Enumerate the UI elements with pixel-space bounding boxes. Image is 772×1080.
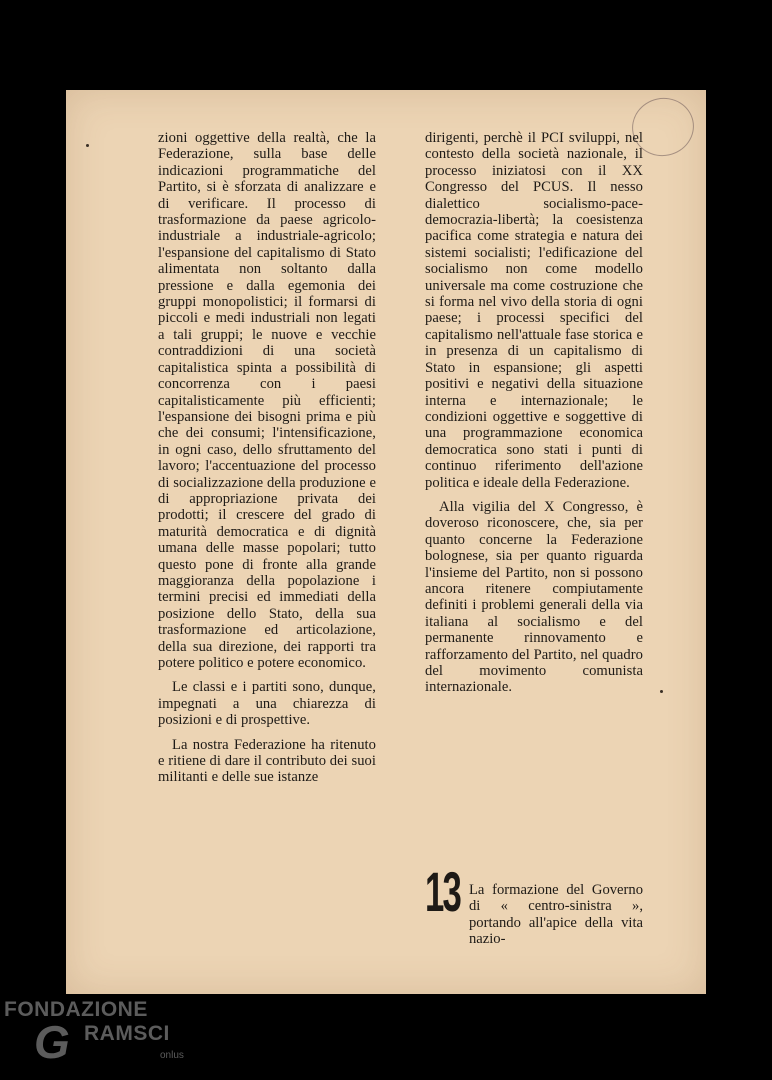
section-number: 13 [425,860,460,923]
section-13-paragraph: La formazione del Governo di « centro-sinistra », portando all'apice della vita nazio- [469,882,643,948]
paragraph-2: Le classi e i partiti sono, dunque, impegnati a una chiarezza di posizioni e di prospettive. [158,679,376,729]
fondazione-gramsci-logo [4,998,204,1080]
paragraph-4: dirigenti, perchè il PCI sviluppi, nel contesto della società nazionale, il processo iniziatosi con il XX Congresso del PCUS. Il nesso dialettico socialismo-pace-democrazia-libertà; la coesistenza pacifica come strategia e natura dei sistemi socialisti; l'edificazione del socialismo non come modello universale ma come costruzione che si forma nel vivo della storia di ogni paese; i processi specifici del capitalismo nell'attuale fase storica e in presenza di un capitalismo di Stato in espansione; gli aspetti positivi e negativi della situazione interna e internazionale; le condizioni oggettive e soggettive di una programmazione economica democratica sono stati i punti di continuo riferimento dell'azione politica e ideale della Federazione. [425,130,643,491]
logo-g-icon [32,1018,78,1064]
right-column [425,130,643,696]
paragraph-5: Alla vigilia del X Congresso, è doveroso riconoscere, che, sia per quanto concerne la Federazione bolognese, sia per quanto riguarda l'insieme del Partito, non si possono ancora ritenere compiutamente definiti i problemi generali della via italiana al socialismo e del permanente rinnovamento e rafforzamento del Partito, nel quadro del movimento comunista internazionale. [425,498,643,696]
logo-g-letter: G [34,1018,70,1064]
speck [86,144,89,147]
logo-line-2: RAMSCI [84,1022,170,1045]
speck [660,690,663,693]
logo-onlus: onlus [160,1050,184,1061]
left-column [158,130,376,786]
paragraph-1: zioni oggettive della realtà, che la Federazione, sulla base delle indicazioni programmatiche del Partito, si è sforzata di analizzare e di verificare. Il processo di trasformazione da paese agricolo-industriale a industriale-agricolo; l'espansione del capitalismo di Stato alimentata non soltanto dalla pressione e dalla egemonia dei gruppi monopolistici; il formarsi di piccoli e medi industriali non legati a tali gruppi; le nuove e vecchie contraddizioni di una società capitalistica spinta a possibilità di concorrenza con i paesi capitalisticamente più efficienti; l'espansione dei bisogni prima e più che dei consumi; l'intensificazione, in ogni caso, dello sfruttamento del lavoro; l'accentuazione del processo di socializzazione della produzione e di appropriazione privata dei prodotti; il crescere del grado di maturità democratica e di dignità umana delle masse popolari; tutto questo pone di fronte alla grande maggioranza della popolazione i termini precisi ed immediati della posizione dello Stato, della sua trasformazione ed articolazione, della sua direzione, dei rapporti tra potere politico e potere economico. [158,130,376,671]
paragraph-3: La nostra Federazione ha ritenuto e ritiene di dare il contributo dei suoi militanti e delle sue istanze [158,736,377,786]
logo-line-1: FONDAZIONE [4,998,148,1021]
document-page [66,90,706,994]
section-13-text [425,882,643,948]
